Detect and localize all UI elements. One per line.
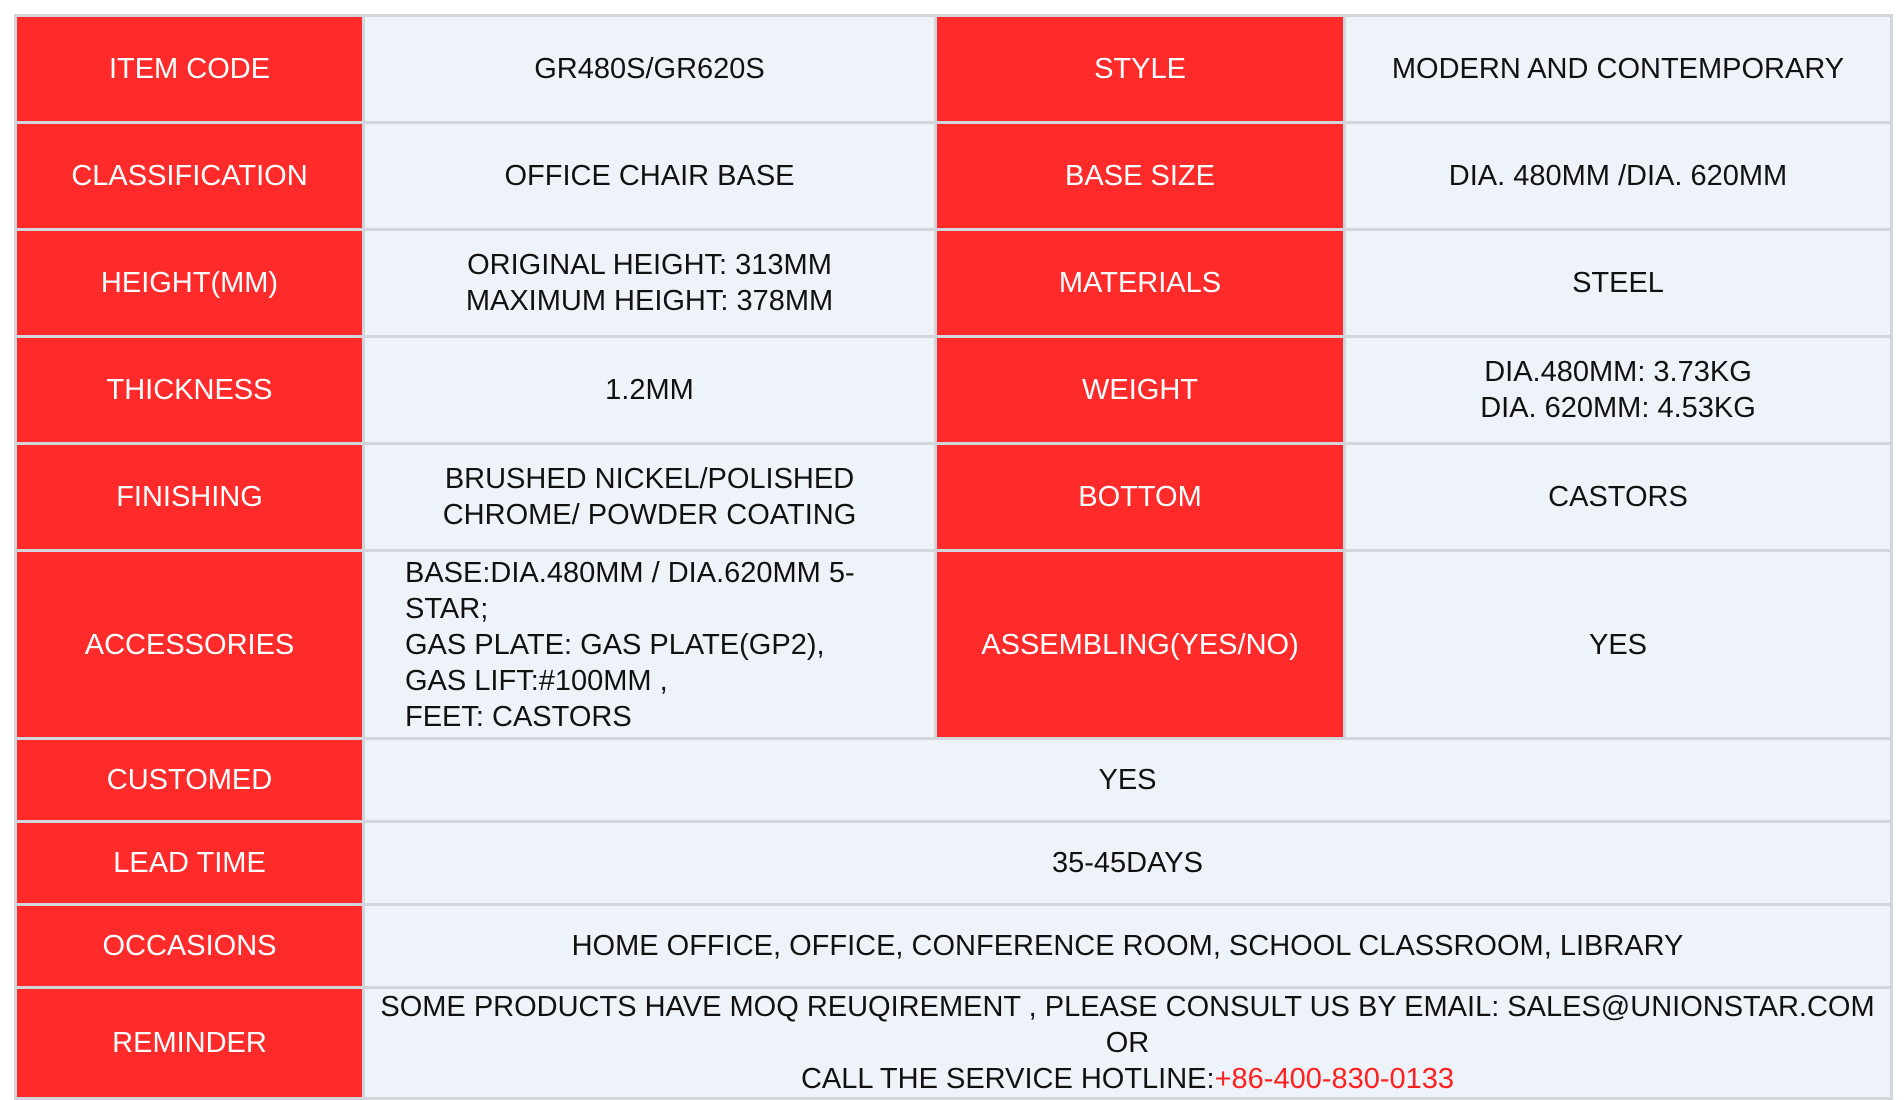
accessories-line-2: GAS PLATE: GAS PLATE(GP2),	[405, 628, 825, 661]
weight-620-text: DIA. 620MM: 4.53KG	[1480, 392, 1756, 424]
classification-label: CLASSIFICATION	[17, 124, 365, 231]
materials-value	[1346, 231, 1893, 338]
lead-time-label: LEAD TIME	[17, 823, 365, 906]
finishing-line-2: CHROME/ POWDER COATING	[442, 499, 857, 531]
finishing-line-1: BRUSHED NICKEL/POLISHED	[444, 463, 855, 495]
materials-text: STEEL	[1572, 267, 1664, 299]
materials-label: MATERIALS	[937, 231, 1346, 338]
assembling-value	[1346, 552, 1893, 740]
weight-480-text: DIA.480MM: 3.73KG	[1484, 356, 1752, 388]
customed-label: CUSTOMED	[17, 740, 365, 823]
accessories-value	[365, 552, 937, 740]
base-size-text: DIA. 480MM /DIA. 620MM	[1448, 160, 1788, 192]
height-label: HEIGHT(MM)	[17, 231, 365, 338]
lead-time-value: 35-45DAYS	[365, 823, 1893, 906]
accessories-label: ACCESSORIES	[17, 552, 365, 740]
style-text: MODERN AND CONTEMPORARY	[1391, 53, 1845, 85]
original-height-text: ORIGINAL HEIGHT: 313MM	[467, 249, 832, 281]
table-row	[17, 445, 1893, 552]
table-row	[17, 17, 1893, 124]
accessories-line-4: FEET: CASTORS	[405, 700, 632, 733]
classification-value	[365, 124, 937, 231]
assembling-label: ASSEMBLING(YES/NO)	[937, 552, 1346, 740]
customed-value: YES	[365, 740, 1893, 823]
table-row	[17, 338, 1893, 445]
item-code-text: GR480S/GR620S	[534, 53, 765, 85]
height-value	[365, 231, 937, 338]
finishing-value	[365, 445, 937, 552]
table-row	[17, 823, 1893, 906]
reminder-line-2	[373, 1061, 1882, 1097]
table-row	[17, 231, 1893, 338]
accessories-line-1: BASE:DIA.480MM / DIA.620MM 5-STAR;	[405, 556, 855, 625]
accessories-line-3: GAS LIFT:#100MM ,	[405, 664, 668, 697]
product-spec-table	[14, 14, 1893, 1100]
occasions-value: HOME OFFICE, OFFICE, CONFERENCE ROOM, SCHOOL CLASSROOM, LIBRARY	[365, 906, 1893, 989]
bottom-value	[1346, 445, 1893, 552]
finishing-label: FINISHING	[17, 445, 365, 552]
assembling-text: YES	[1588, 628, 1648, 661]
classification-text: OFFICE CHAIR BASE	[504, 160, 795, 192]
reminder-value	[365, 989, 1893, 1100]
table-row	[17, 906, 1893, 989]
table-row	[17, 740, 1893, 823]
thickness-value	[365, 338, 937, 445]
bottom-text: CASTORS	[1548, 481, 1688, 513]
base-size-label: BASE SIZE	[937, 124, 1346, 231]
weight-label: WEIGHT	[937, 338, 1346, 445]
occasions-label: OCCASIONS	[17, 906, 365, 989]
maximum-height-text: MAXIMUM HEIGHT: 378MM	[465, 285, 834, 317]
bottom-label: BOTTOM	[937, 445, 1346, 552]
item-code-label: ITEM CODE	[17, 17, 365, 124]
base-size-value	[1346, 124, 1893, 231]
reminder-line-1: SOME PRODUCTS HAVE MOQ REUQIREMENT , PLEASE CONSULT US BY EMAIL: SALES@UNIONSTAR.COM OR	[380, 991, 1875, 1059]
table-row	[17, 989, 1893, 1100]
table-row	[17, 124, 1893, 231]
table-row	[17, 552, 1893, 740]
style-label: STYLE	[937, 17, 1346, 124]
thickness-label: THICKNESS	[17, 338, 365, 445]
weight-value	[1346, 338, 1893, 445]
reminder-label: REMINDER	[17, 989, 365, 1100]
style-value	[1346, 17, 1893, 124]
service-hotline-link[interactable]: +86-400-830-0133	[1214, 1063, 1455, 1095]
item-code-value	[365, 17, 937, 124]
reminder-hotline-prefix: CALL THE SERVICE HOTLINE:	[800, 1063, 1215, 1095]
thickness-text: 1.2MM	[605, 374, 694, 406]
